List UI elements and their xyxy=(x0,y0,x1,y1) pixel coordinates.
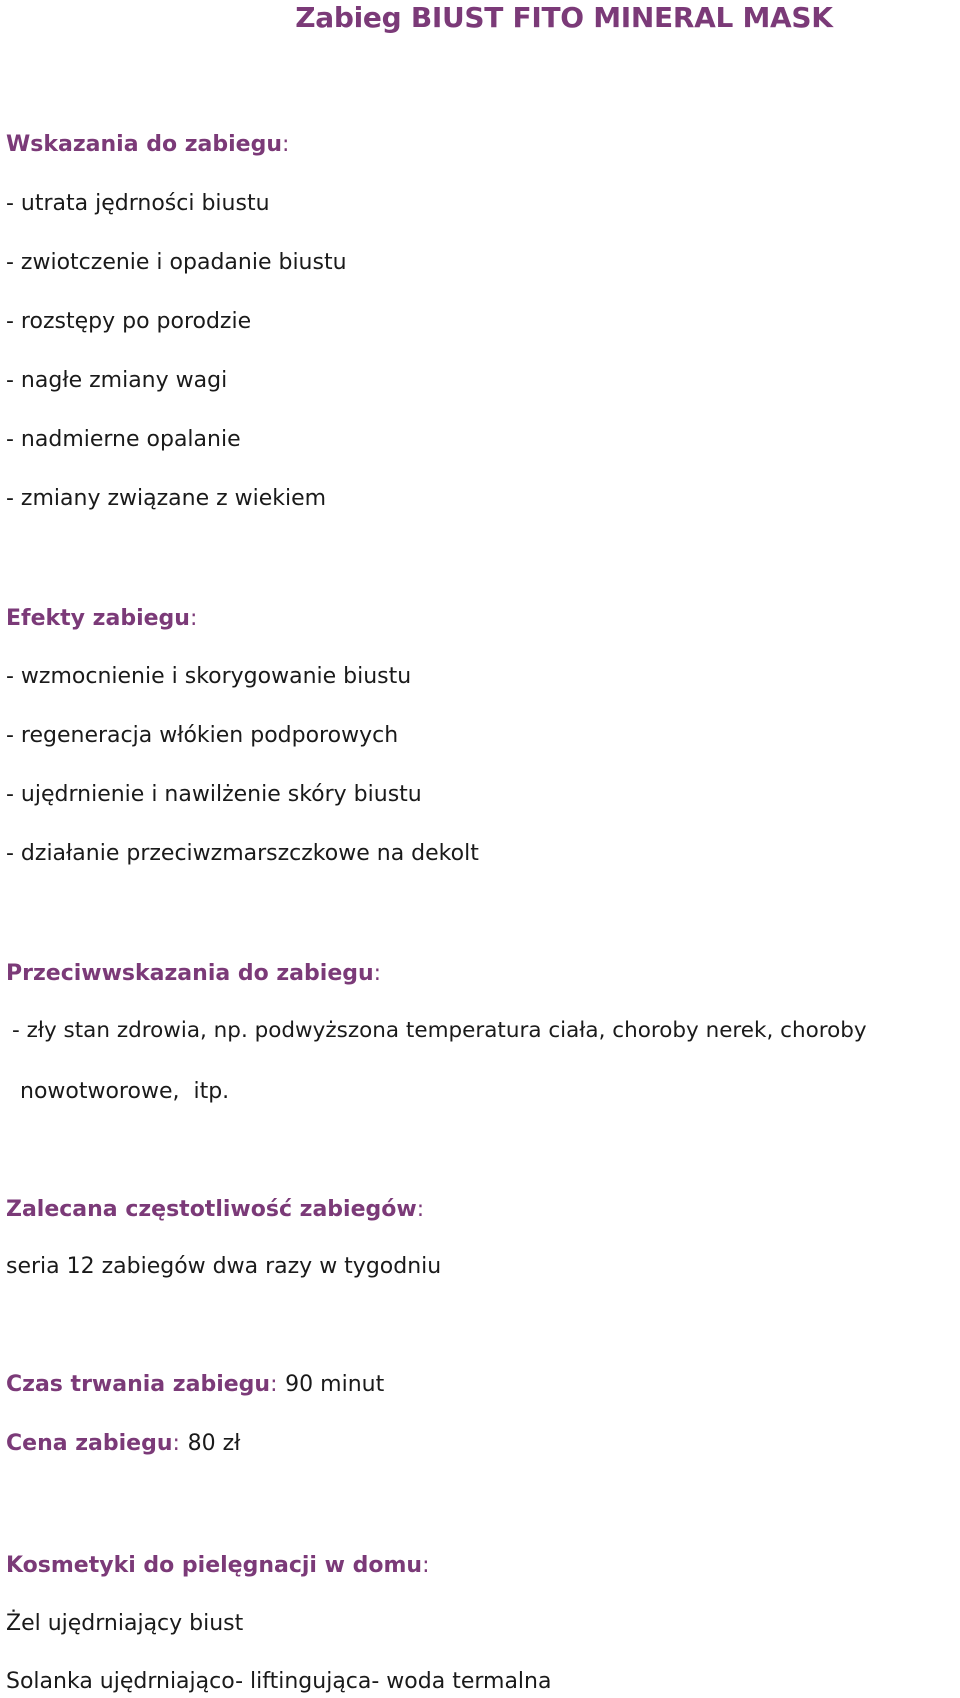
frequency-heading-label: Zalecana częstotliwość zabiegów xyxy=(6,1197,417,1222)
indication-item: - nagłe zmiany wagi xyxy=(6,368,228,393)
contraindications-heading: Przeciwwskazania do zabiegu: xyxy=(6,961,382,986)
page-title: Zabieg BIUST FITO MINERAL MASK xyxy=(295,1,833,34)
frequency-heading: Zalecana częstotliwość zabiegów: xyxy=(6,1197,425,1222)
duration-value: 90 minut xyxy=(285,1372,385,1397)
duration-label: Czas trwania zabiegu xyxy=(6,1372,271,1397)
home-care-heading-label: Kosmetyki do pielęgnacji w domu xyxy=(6,1553,423,1578)
effect-item: - wzmocnienie i skorygowanie biustu xyxy=(6,664,412,689)
home-care-item: Solanka ujędrniająco- liftingująca- woda termalna xyxy=(6,1669,552,1694)
frequency-value: seria 12 zabiegów dwa razy w tygodniu xyxy=(6,1254,442,1279)
contraindications-heading-label: Przeciwwskazania do zabiegu xyxy=(6,961,374,986)
duration-row: Czas trwania zabiegu: 90 minut xyxy=(6,1372,385,1397)
home-care-heading: Kosmetyki do pielęgnacji w domu: xyxy=(6,1553,430,1578)
indication-item: - rozstępy po porodzie xyxy=(6,309,252,334)
indications-heading-label: Wskazania do zabiegu xyxy=(6,132,282,157)
indication-item: - nadmierne opalanie xyxy=(6,427,241,452)
price-value: 80 zł xyxy=(187,1431,241,1456)
contraindication-line: nowotworowe, itp. xyxy=(20,1079,230,1104)
effect-item: - działanie przeciwzmarszczkowe na dekolt xyxy=(6,841,479,866)
indication-item: - zwiotczenie i opadanie biustu xyxy=(6,250,347,275)
effect-item: - regeneracja włókien podporowych xyxy=(6,723,399,748)
price-row: Cena zabiegu: 80 zł xyxy=(6,1431,241,1456)
effects-heading-label: Efekty zabiegu xyxy=(6,606,190,631)
indication-item: - utrata jędrności biustu xyxy=(6,191,270,216)
price-label: Cena zabiegu xyxy=(6,1431,173,1456)
effect-item: - ujędrnienie i nawilżenie skóry biustu xyxy=(6,782,422,807)
home-care-item: Żel ujędrniający biust xyxy=(6,1611,244,1636)
indication-item: - zmiany związane z wiekiem xyxy=(6,486,327,511)
indications-heading: Wskazania do zabiegu: xyxy=(6,132,290,157)
contraindication-line: - zły stan zdrowia, np. podwyższona temperatura ciała, choroby nerek, choroby xyxy=(12,1018,867,1043)
effects-heading: Efekty zabiegu: xyxy=(6,606,198,631)
